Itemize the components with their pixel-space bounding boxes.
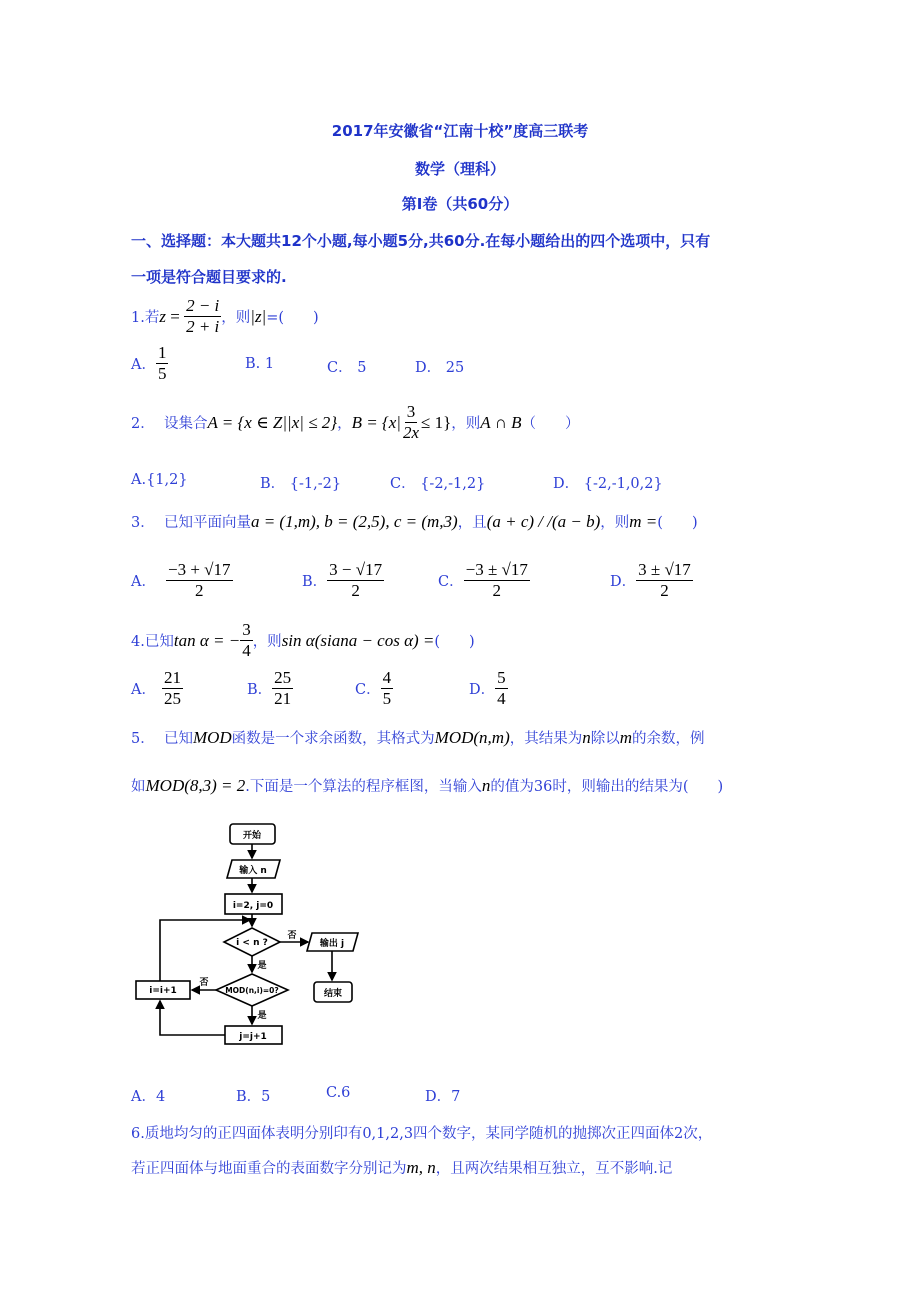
q4-option-d-label: D．	[469, 682, 496, 698]
q1-denominator: 2 + i	[186, 317, 220, 336]
q4-option-d-fraction	[495, 668, 508, 709]
q1-z: z	[159, 306, 166, 326]
q5-l2-example: MOD(8,3) = 2	[145, 775, 246, 795]
q4-option-a-num: 21	[163, 668, 181, 687]
q2-option-a: A.{1,2}	[131, 472, 188, 488]
section-heading-line2: 一项是符合题目要求的.	[131, 268, 287, 286]
q2-option-b: B． {-1,-2}	[260, 476, 342, 492]
section-heading-line1: 一、选择题：本大题共12个小题,每小题5分,共60分.在每小题给出的四个选项中，只有	[131, 232, 711, 250]
flow-inc-i-text: i=i+1	[149, 986, 177, 996]
flow-input-text: 输入 n	[239, 866, 267, 876]
flow-no2-text: 否	[199, 978, 209, 988]
q3-option-a-label: A．	[131, 574, 156, 590]
q3-m: m =	[629, 511, 658, 531]
q3-option-c-label: C．	[438, 574, 464, 590]
q3-option-b	[302, 560, 384, 601]
q1-option-d: D． 25	[415, 360, 465, 376]
q4-fraction	[240, 620, 253, 661]
flow-cond1-text: i < n ?	[236, 938, 268, 948]
flow-end-text: 结束	[323, 989, 343, 999]
question-6-line2	[131, 1157, 672, 1178]
q4-option-c-label: C．	[355, 682, 381, 698]
q6-line2-b: ，且两次结果相互独立，互不影响.记	[435, 1161, 673, 1177]
q4-option-a	[131, 668, 183, 709]
q1-option-a-label: A．	[131, 357, 156, 373]
q1-option-b: B. 1	[245, 356, 275, 372]
q4-option-c-fraction	[381, 668, 394, 709]
q5-l1-c: ，其结果为	[509, 731, 583, 747]
q3-option-b-fraction	[327, 560, 384, 601]
q2-expr: A ∩ B	[480, 412, 522, 432]
q1-option-a	[131, 343, 168, 384]
q4-option-a-fraction	[162, 668, 183, 709]
q4-prefix: 4.已知	[131, 634, 174, 650]
q5-l1-m: m	[619, 727, 633, 747]
q2-sep: ，	[337, 416, 352, 432]
q3-option-a-den: 2	[194, 581, 204, 600]
flow-cond2-text: MOD(n,i)=0?	[225, 986, 279, 995]
flow-no1-text: 否	[287, 931, 297, 941]
q3-option-d-label: D．	[610, 574, 637, 590]
exam-title: 2017年安徽省“江南十校”度高三联考	[331, 122, 589, 140]
q2-prefix: 2． 设集合	[131, 416, 208, 432]
q3-option-c	[438, 560, 530, 601]
q2-tail: （ ）	[521, 416, 580, 432]
q2-set-b-pre: B = {x|	[351, 412, 401, 432]
q4-option-c-num: 4	[382, 668, 392, 687]
q1-option-a-num: 1	[157, 343, 167, 362]
q4-option-a-den: 25	[163, 689, 181, 708]
q2-set-b-num: 3	[406, 402, 416, 421]
q3-option-d-fraction	[636, 560, 693, 601]
q3-mid2: ，则	[600, 515, 630, 531]
q5-l1-a: 5． 已知	[131, 731, 193, 747]
q3-option-a	[131, 560, 233, 601]
q4-lhs: tan α = −	[173, 630, 241, 650]
q3-option-d-den: 2	[660, 581, 669, 600]
q2-option-c: C． {-2,-1,2}	[390, 476, 486, 492]
exam-subject: 数学（理科）	[414, 160, 505, 178]
q3-option-a-fraction	[166, 560, 233, 601]
q2-set-b-den: 2x	[402, 423, 419, 442]
q1-tail: =( )	[266, 310, 319, 326]
q3-vectors: a = (1,m), b = (2,5), c = (m,3)	[250, 511, 458, 531]
q2-set-a: A = {x ∈ Z||x| ≤ 2}	[207, 412, 338, 432]
q1-prefix: 1.若	[131, 310, 160, 326]
q4-option-b	[247, 668, 293, 709]
q3-option-d-num: 3 ± √17	[638, 560, 691, 579]
q5-l1-n: n	[582, 727, 591, 747]
question-1	[131, 296, 319, 337]
q4-option-b-label: B．	[247, 682, 273, 698]
q4-option-c-den: 5	[382, 689, 392, 708]
q2-mid: ，则	[451, 416, 481, 432]
question-5-line2	[131, 775, 723, 796]
q5-option-a: A．4	[131, 1089, 166, 1105]
flow-yes1-text: 是	[257, 961, 267, 971]
q1-abs: |z|	[250, 306, 267, 326]
q5-l1-d: 除以	[590, 731, 620, 747]
q3-mid: ，且	[457, 515, 487, 531]
q5-l2-a: 如	[131, 779, 146, 795]
q5-option-b: B．5	[236, 1089, 271, 1105]
q3-option-b-den: 2	[351, 581, 360, 600]
q2-set-b-fraction	[401, 402, 421, 443]
q5-option-c: C.6	[326, 1085, 351, 1101]
exam-part: 第Ⅰ卷（共60分）	[401, 195, 519, 213]
question-3	[131, 511, 698, 532]
q1-option-a-fraction	[156, 343, 169, 384]
q6-line2-mn: m, n	[406, 1157, 436, 1177]
q3-prefix: 3． 已知平面向量	[131, 515, 251, 531]
q5-option-d: D．7	[425, 1089, 461, 1105]
question-5-line1	[131, 727, 705, 748]
q4-option-c	[355, 668, 393, 709]
q4-option-b-num: 25	[274, 668, 292, 687]
q5-l1-mod: MOD	[192, 727, 232, 747]
q4-option-d-den: 4	[497, 689, 506, 708]
q4-option-a-label: A．	[131, 682, 156, 698]
q2-option-d: D． {-2,-1,0,2}	[553, 476, 663, 492]
q4-denominator: 4	[242, 641, 251, 660]
q1-option-c: C． 5	[327, 360, 367, 376]
q3-option-c-num: −3 ± √17	[465, 560, 528, 579]
q4-option-b-fraction	[272, 668, 293, 709]
q1-fraction	[184, 296, 221, 337]
q3-option-a-num: −3 + √17	[167, 560, 231, 579]
flow-init-text: i=2, j=0	[232, 901, 274, 911]
q3-option-c-fraction	[464, 560, 530, 601]
q5-l2-c: 的值为36时，则输出的结果为( )	[490, 779, 724, 795]
q3-option-c-den: 2	[492, 581, 501, 600]
q5-l1-b: 函数是一个求余函数，其格式为	[231, 731, 435, 747]
q1-mid: ，则	[221, 310, 251, 326]
q4-numerator: 3	[242, 620, 251, 639]
q4-option-b-den: 21	[274, 689, 292, 708]
q4-mid: ，则	[252, 634, 282, 650]
q6-line2-a: 若正四面体与地面重合的表面数字分别记为	[131, 1161, 407, 1177]
q5-l1-e: 的余数，例	[632, 731, 705, 747]
q3-option-b-num: 3 − √17	[329, 560, 383, 579]
flow-start-text: 开始	[242, 831, 262, 841]
q4-expr: sin α(siana − cos α) =	[281, 630, 435, 650]
flow-output-text: 输出 j	[319, 939, 345, 949]
q4-option-d-num: 5	[497, 668, 506, 687]
q1-eq: =	[165, 306, 185, 326]
question-6-line1: 6.质地均匀的正四面体表明分别印有0,1,2,3四个数字，某同学随机的抛掷次正四面体2次，	[131, 1126, 713, 1142]
q5-l2-n: n	[481, 775, 491, 795]
question-4	[131, 620, 475, 661]
q3-tail: ( )	[657, 515, 698, 531]
q3-condition: (a + c) / /(a − b)	[486, 511, 601, 531]
q4-option-d	[469, 668, 508, 709]
q2-set-b-post: ≤ 1}	[421, 412, 452, 432]
q5-l2-b: .下面是一个算法的程序框图，当输入	[245, 779, 482, 795]
q1-option-a-den: 5	[157, 364, 167, 383]
q4-tail: ( )	[434, 634, 475, 650]
q3-option-d	[610, 560, 693, 601]
flow-inc-j-text: j=j+1	[239, 1032, 267, 1042]
flow-yes2-text: 是	[257, 1011, 267, 1021]
question-2	[131, 402, 580, 443]
q5-l1-format: MOD(n,m)	[434, 727, 510, 747]
flowchart	[130, 820, 370, 1050]
q3-option-b-label: B．	[302, 574, 328, 590]
q1-numerator: 2 − i	[186, 296, 220, 315]
